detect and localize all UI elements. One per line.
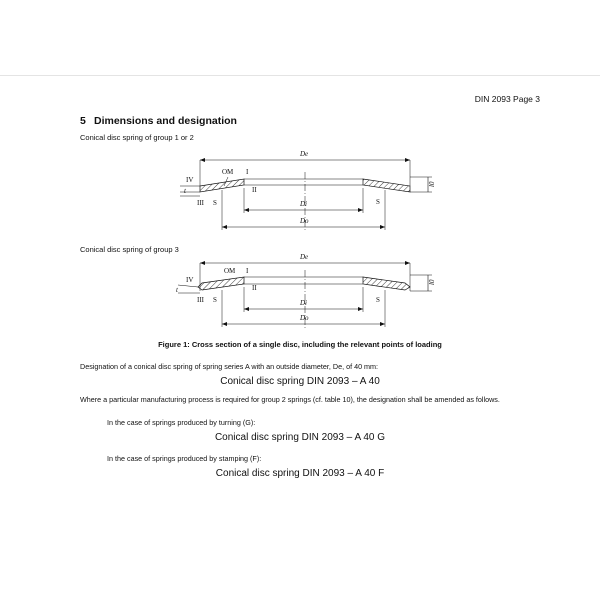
point-s-right-label: S bbox=[376, 198, 380, 206]
point-ii-label-2: II bbox=[252, 284, 257, 292]
di-label: Di bbox=[300, 200, 307, 208]
stamping-designation: Conical disc spring DIN 2093 – A 40 F bbox=[215, 468, 385, 479]
di-label-2: Di bbox=[300, 299, 307, 307]
group-1-2-drawing bbox=[180, 150, 436, 232]
group-3-drawing bbox=[176, 253, 436, 330]
amend-note: Where a particular manufacturing process is required for group 2 springs (cf. table 10), the designation shall be amended as follows. bbox=[80, 395, 500, 404]
stamping-intro: In the case of springs produced by stamping (F): bbox=[107, 454, 262, 463]
point-iii-label-2: III bbox=[197, 296, 204, 304]
point-s-left-label-2: S bbox=[213, 296, 217, 304]
point-om-label: OM bbox=[222, 168, 234, 176]
point-iii-label: III bbox=[197, 199, 204, 207]
de-label: De bbox=[300, 150, 309, 158]
group-3-label: Conical disc spring of group 3 bbox=[80, 245, 179, 254]
do-label-2: Do bbox=[300, 314, 309, 322]
point-iv-label-2: IV bbox=[186, 276, 194, 284]
point-i-label-2: I bbox=[246, 267, 249, 275]
l0-label-2: l0 bbox=[428, 279, 436, 285]
do-label: Do bbox=[300, 217, 309, 225]
designation-intro: Designation of a conical disc spring of spring series A with an outside diameter, De, of 40 mm: bbox=[80, 362, 379, 371]
point-ii-label: II bbox=[252, 186, 257, 194]
point-s-left-label: S bbox=[213, 199, 217, 207]
point-i-label: I bbox=[246, 168, 249, 176]
t-label: t bbox=[184, 187, 186, 195]
turning-intro: In the case of springs produced by turning (G): bbox=[107, 418, 256, 427]
section-title: Dimensions and designation bbox=[94, 115, 237, 127]
point-s-right-label-2: S bbox=[376, 296, 380, 304]
l0-label: l0 bbox=[428, 181, 436, 187]
document-reference: DIN 2093 Page 3 bbox=[474, 94, 540, 104]
designation-main: Conical disc spring DIN 2093 – A 40 bbox=[220, 376, 380, 387]
turning-designation: Conical disc spring DIN 2093 – A 40 G bbox=[214, 432, 386, 443]
point-iv-label: IV bbox=[186, 176, 194, 184]
point-om-label-2: OM bbox=[224, 267, 236, 275]
de-label-2: De bbox=[300, 253, 309, 261]
figure-caption: Figure 1: Cross section of a single disc, including the relevant points of loading bbox=[158, 340, 442, 349]
group-1-2-label: Conical disc spring of group 1 or 2 bbox=[80, 133, 194, 142]
section-number: 5 bbox=[80, 115, 86, 127]
t-label-2: t bbox=[176, 286, 178, 294]
